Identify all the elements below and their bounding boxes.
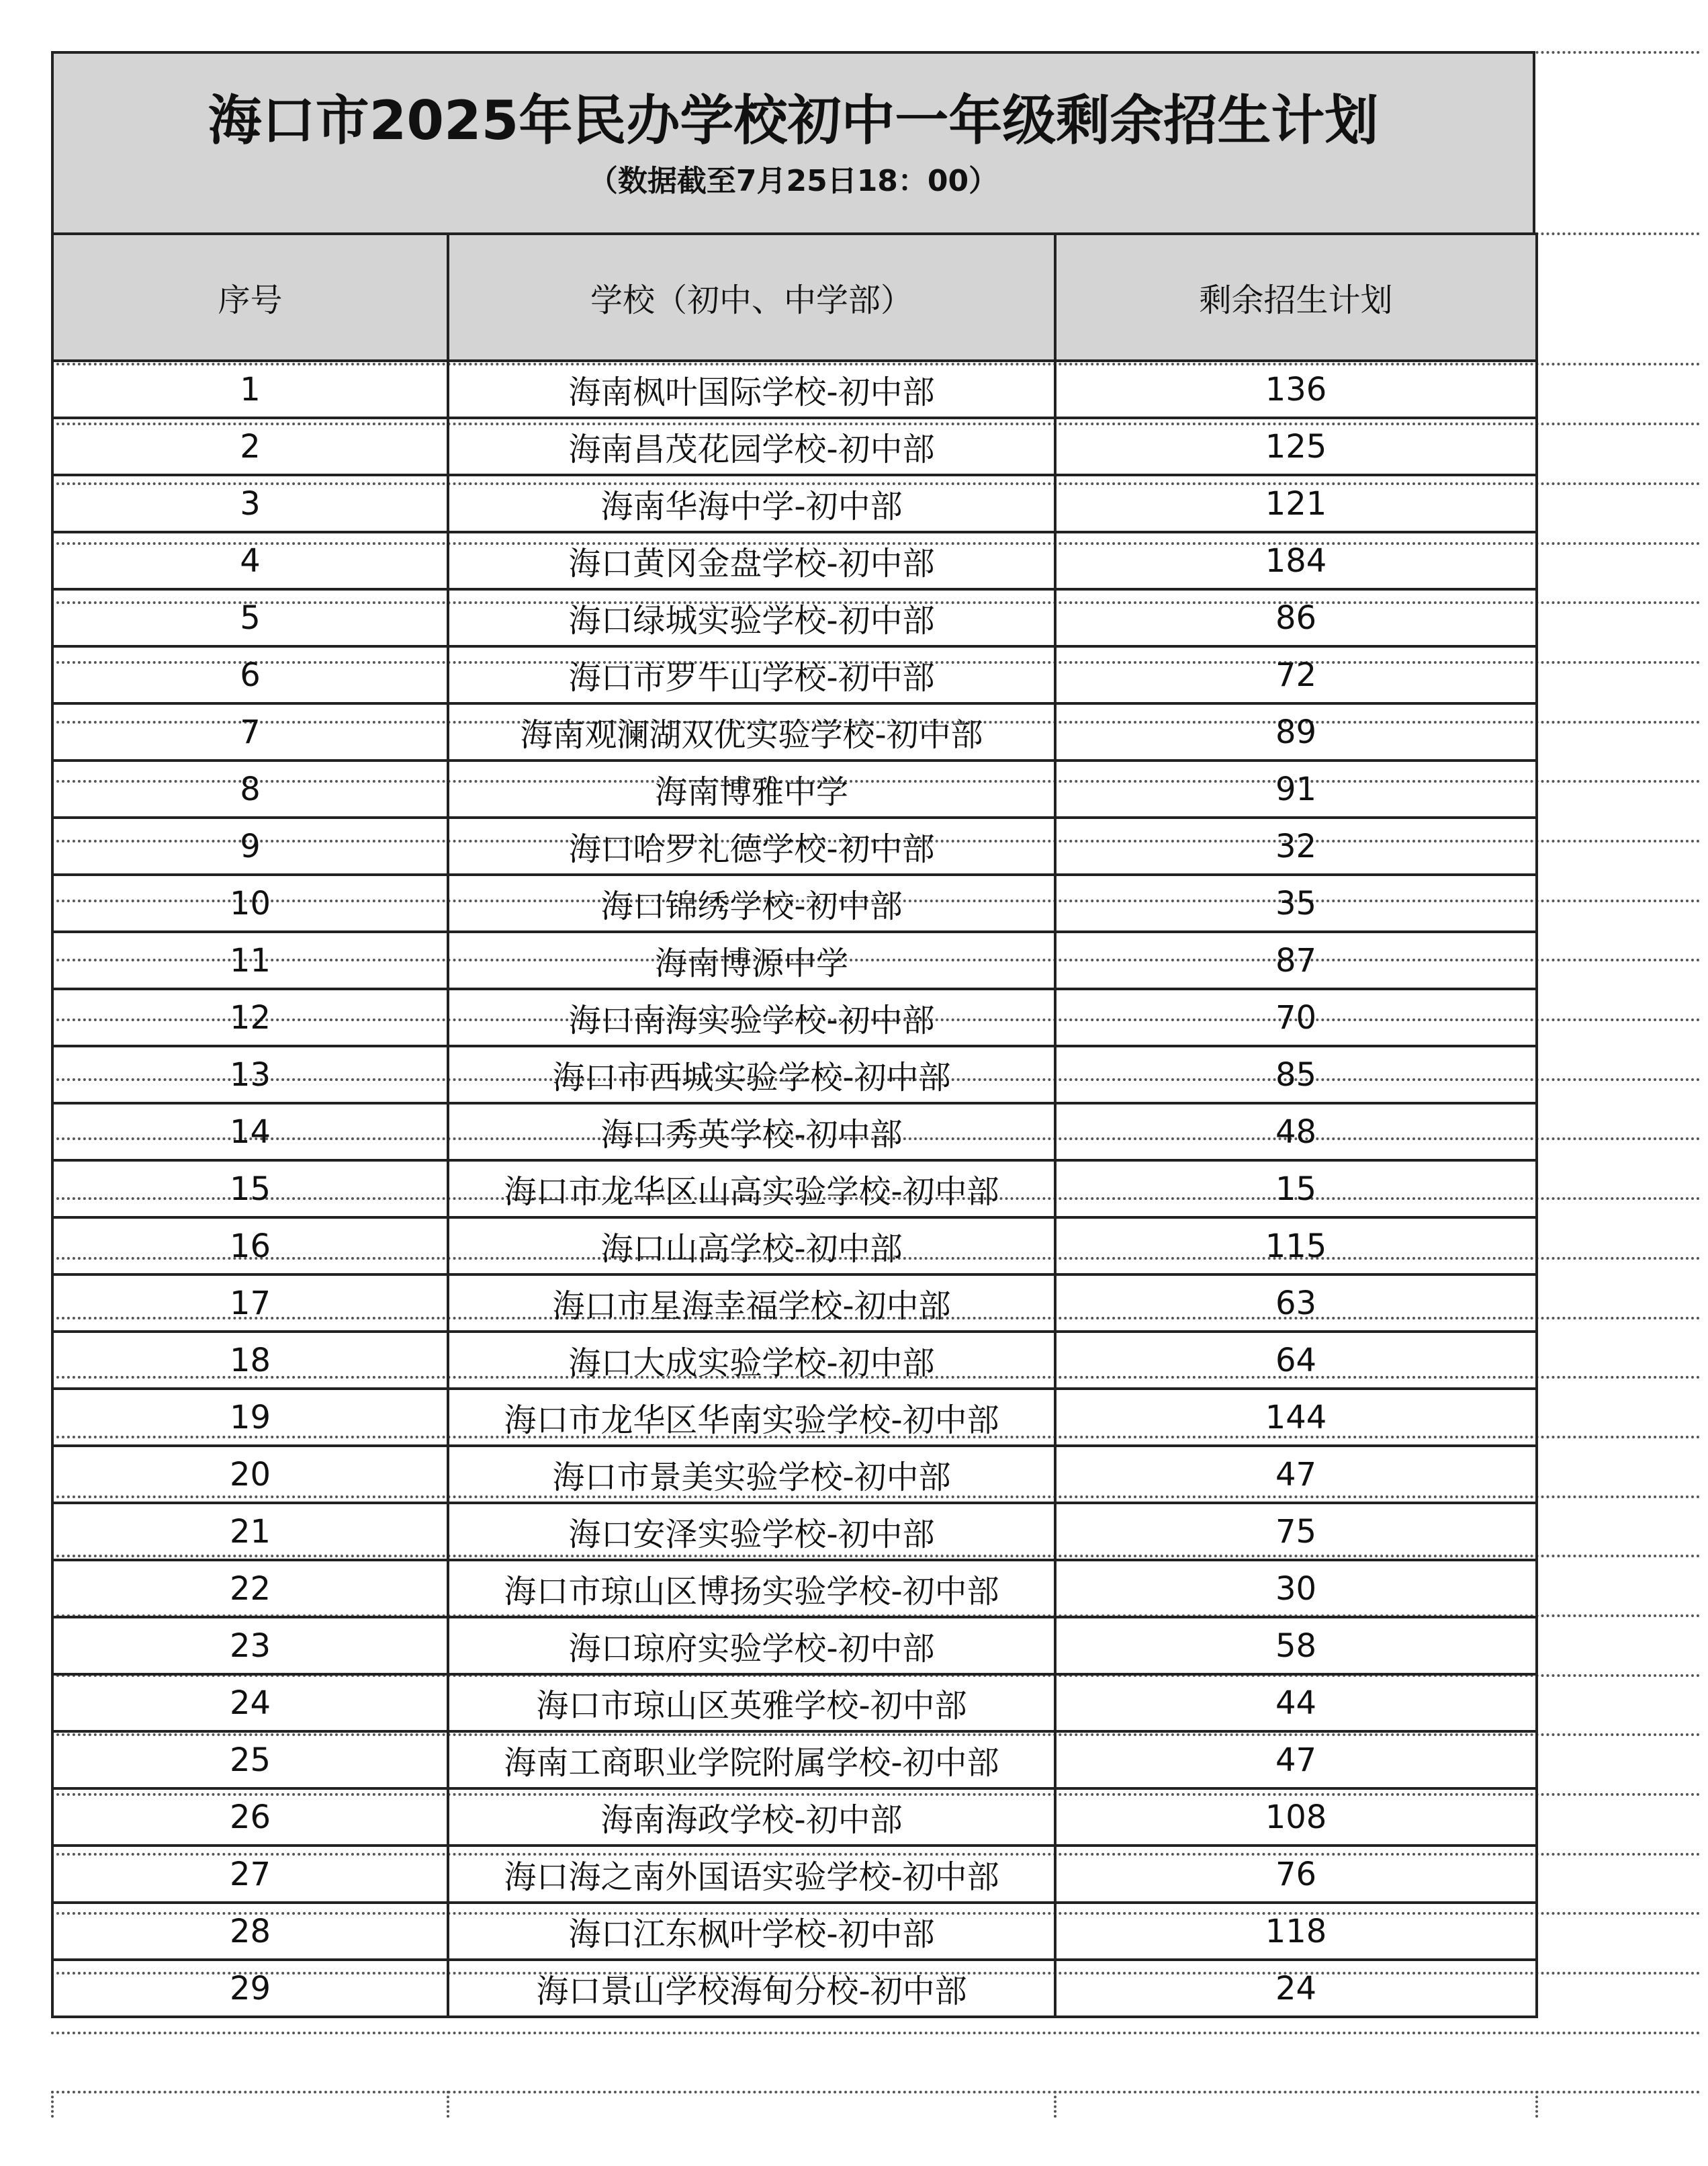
table-row bbox=[52, 1503, 1537, 1560]
row-index: 23 bbox=[52, 1617, 448, 1674]
spreadsheet bbox=[51, 51, 1535, 2018]
remaining-plan: 44 bbox=[1055, 1674, 1537, 1731]
table-row bbox=[52, 932, 1537, 989]
school-name: 海口市西城实验学校-初中部 bbox=[448, 1046, 1055, 1103]
table-row bbox=[52, 418, 1537, 475]
school-name: 海口大成实验学校-初中部 bbox=[448, 1332, 1055, 1389]
grid-dotted-line bbox=[51, 2091, 1701, 2093]
table-row bbox=[52, 646, 1537, 703]
table-row bbox=[52, 703, 1537, 761]
row-index: 12 bbox=[52, 989, 448, 1046]
header-index: 序号 bbox=[52, 234, 448, 361]
table-row bbox=[52, 1960, 1537, 2017]
remaining-plan: 86 bbox=[1055, 589, 1537, 646]
table-row bbox=[52, 1617, 1537, 1674]
remaining-plan: 118 bbox=[1055, 1903, 1537, 1960]
enrollment-table bbox=[51, 232, 1538, 2018]
remaining-plan: 15 bbox=[1055, 1160, 1537, 1217]
school-name: 海口市琼山区博扬实验学校-初中部 bbox=[448, 1560, 1055, 1617]
header-remaining-plan: 剩余招生计划 bbox=[1055, 234, 1537, 361]
remaining-plan: 72 bbox=[1055, 646, 1537, 703]
row-index: 18 bbox=[52, 1332, 448, 1389]
row-index: 19 bbox=[52, 1389, 448, 1446]
row-index: 25 bbox=[52, 1731, 448, 1788]
remaining-plan: 85 bbox=[1055, 1046, 1537, 1103]
row-index: 14 bbox=[52, 1103, 448, 1160]
school-name: 海南工商职业学院附属学校-初中部 bbox=[448, 1731, 1055, 1788]
row-index: 2 bbox=[52, 418, 448, 475]
table-row bbox=[52, 1103, 1537, 1160]
school-name: 海口海之南外国语实验学校-初中部 bbox=[448, 1846, 1055, 1903]
row-index: 24 bbox=[52, 1674, 448, 1731]
table-row bbox=[52, 1217, 1537, 1274]
row-index: 20 bbox=[52, 1446, 448, 1503]
school-name: 海口琼府实验学校-初中部 bbox=[448, 1617, 1055, 1674]
table-body bbox=[52, 361, 1537, 2017]
row-index: 21 bbox=[52, 1503, 448, 1560]
table-row bbox=[52, 589, 1537, 646]
row-index: 17 bbox=[52, 1274, 448, 1332]
school-name: 海南博源中学 bbox=[448, 932, 1055, 989]
table-row bbox=[52, 1046, 1537, 1103]
header-school: 学校（初中、中学部） bbox=[448, 234, 1055, 361]
school-name: 海南枫叶国际学校-初中部 bbox=[448, 361, 1055, 418]
table-row bbox=[52, 475, 1537, 532]
row-index: 26 bbox=[52, 1788, 448, 1846]
row-index: 10 bbox=[52, 875, 448, 932]
grid-dotted-line bbox=[51, 2032, 1701, 2034]
remaining-plan: 35 bbox=[1055, 875, 1537, 932]
row-index: 5 bbox=[52, 589, 448, 646]
row-index: 28 bbox=[52, 1903, 448, 1960]
remaining-plan: 47 bbox=[1055, 1446, 1537, 1503]
row-index: 3 bbox=[52, 475, 448, 532]
table-row bbox=[52, 1903, 1537, 1960]
remaining-plan: 89 bbox=[1055, 703, 1537, 761]
table-row bbox=[52, 1560, 1537, 1617]
remaining-plan: 47 bbox=[1055, 1731, 1537, 1788]
remaining-plan: 63 bbox=[1055, 1274, 1537, 1332]
table-row bbox=[52, 761, 1537, 818]
remaining-plan: 108 bbox=[1055, 1788, 1537, 1846]
school-name: 海口锦绣学校-初中部 bbox=[448, 875, 1055, 932]
remaining-plan: 87 bbox=[1055, 932, 1537, 989]
school-name: 海口江东枫叶学校-初中部 bbox=[448, 1903, 1055, 1960]
remaining-plan: 144 bbox=[1055, 1389, 1537, 1446]
row-index: 15 bbox=[52, 1160, 448, 1217]
school-name: 海口景山学校海甸分校-初中部 bbox=[448, 1960, 1055, 2017]
school-name: 海口市罗牛山学校-初中部 bbox=[448, 646, 1055, 703]
row-index: 4 bbox=[52, 532, 448, 589]
remaining-plan: 30 bbox=[1055, 1560, 1537, 1617]
page-subtitle: （数据截至7月25日18：00） bbox=[588, 164, 999, 198]
table-row bbox=[52, 1160, 1537, 1217]
table-row bbox=[52, 1674, 1537, 1731]
header-row bbox=[52, 234, 1537, 361]
school-name: 海口安泽实验学校-初中部 bbox=[448, 1503, 1055, 1560]
remaining-plan: 125 bbox=[1055, 418, 1537, 475]
grid-dotted-line bbox=[447, 2091, 449, 2118]
remaining-plan: 64 bbox=[1055, 1332, 1537, 1389]
remaining-plan: 75 bbox=[1055, 1503, 1537, 1560]
school-name: 海南观澜湖双优实验学校-初中部 bbox=[448, 703, 1055, 761]
remaining-plan: 91 bbox=[1055, 761, 1537, 818]
row-index: 22 bbox=[52, 1560, 448, 1617]
page-title: 海口市2025年民办学校初中一年级剩余招生计划 bbox=[208, 89, 1379, 152]
school-name: 海口山高学校-初中部 bbox=[448, 1217, 1055, 1274]
table-row bbox=[52, 1332, 1537, 1389]
school-name: 海口哈罗礼德学校-初中部 bbox=[448, 818, 1055, 875]
grid-dotted-line bbox=[1535, 2091, 1538, 2118]
school-name: 海口南海实验学校-初中部 bbox=[448, 989, 1055, 1046]
row-index: 27 bbox=[52, 1846, 448, 1903]
table-row bbox=[52, 532, 1537, 589]
table-row bbox=[52, 875, 1537, 932]
school-name: 海南博雅中学 bbox=[448, 761, 1055, 818]
school-name: 海口黄冈金盘学校-初中部 bbox=[448, 532, 1055, 589]
remaining-plan: 121 bbox=[1055, 475, 1537, 532]
remaining-plan: 70 bbox=[1055, 989, 1537, 1046]
school-name: 海南昌茂花园学校-初中部 bbox=[448, 418, 1055, 475]
school-name: 海口市龙华区华南实验学校-初中部 bbox=[448, 1389, 1055, 1446]
remaining-plan: 184 bbox=[1055, 532, 1537, 589]
remaining-plan: 76 bbox=[1055, 1846, 1537, 1903]
remaining-plan: 48 bbox=[1055, 1103, 1537, 1160]
remaining-plan: 24 bbox=[1055, 1960, 1537, 2017]
row-index: 11 bbox=[52, 932, 448, 989]
table-row bbox=[52, 1389, 1537, 1446]
school-name: 海南华海中学-初中部 bbox=[448, 475, 1055, 532]
row-index: 8 bbox=[52, 761, 448, 818]
school-name: 海口秀英学校-初中部 bbox=[448, 1103, 1055, 1160]
grid-dotted-line bbox=[51, 2091, 54, 2118]
table-row bbox=[52, 1274, 1537, 1332]
remaining-plan: 136 bbox=[1055, 361, 1537, 418]
school-name: 海口市琼山区英雅学校-初中部 bbox=[448, 1674, 1055, 1731]
row-index: 13 bbox=[52, 1046, 448, 1103]
table-row bbox=[52, 818, 1537, 875]
row-index: 6 bbox=[52, 646, 448, 703]
row-index: 16 bbox=[52, 1217, 448, 1274]
school-name: 海口市龙华区山高实验学校-初中部 bbox=[448, 1160, 1055, 1217]
remaining-plan: 32 bbox=[1055, 818, 1537, 875]
table-row bbox=[52, 361, 1537, 418]
remaining-plan: 115 bbox=[1055, 1217, 1537, 1274]
table-row bbox=[52, 989, 1537, 1046]
table-row bbox=[52, 1446, 1537, 1503]
row-index: 29 bbox=[52, 1960, 448, 2017]
grid-dotted-line bbox=[1054, 2091, 1057, 2118]
school-name: 海口绿城实验学校-初中部 bbox=[448, 589, 1055, 646]
school-name: 海南海政学校-初中部 bbox=[448, 1788, 1055, 1846]
title-block bbox=[51, 51, 1535, 232]
table-row bbox=[52, 1846, 1537, 1903]
school-name: 海口市星海幸福学校-初中部 bbox=[448, 1274, 1055, 1332]
row-index: 7 bbox=[52, 703, 448, 761]
row-index: 9 bbox=[52, 818, 448, 875]
table-row bbox=[52, 1788, 1537, 1846]
table-row bbox=[52, 1731, 1537, 1788]
row-index: 1 bbox=[52, 361, 448, 418]
remaining-plan: 58 bbox=[1055, 1617, 1537, 1674]
school-name: 海口市景美实验学校-初中部 bbox=[448, 1446, 1055, 1503]
